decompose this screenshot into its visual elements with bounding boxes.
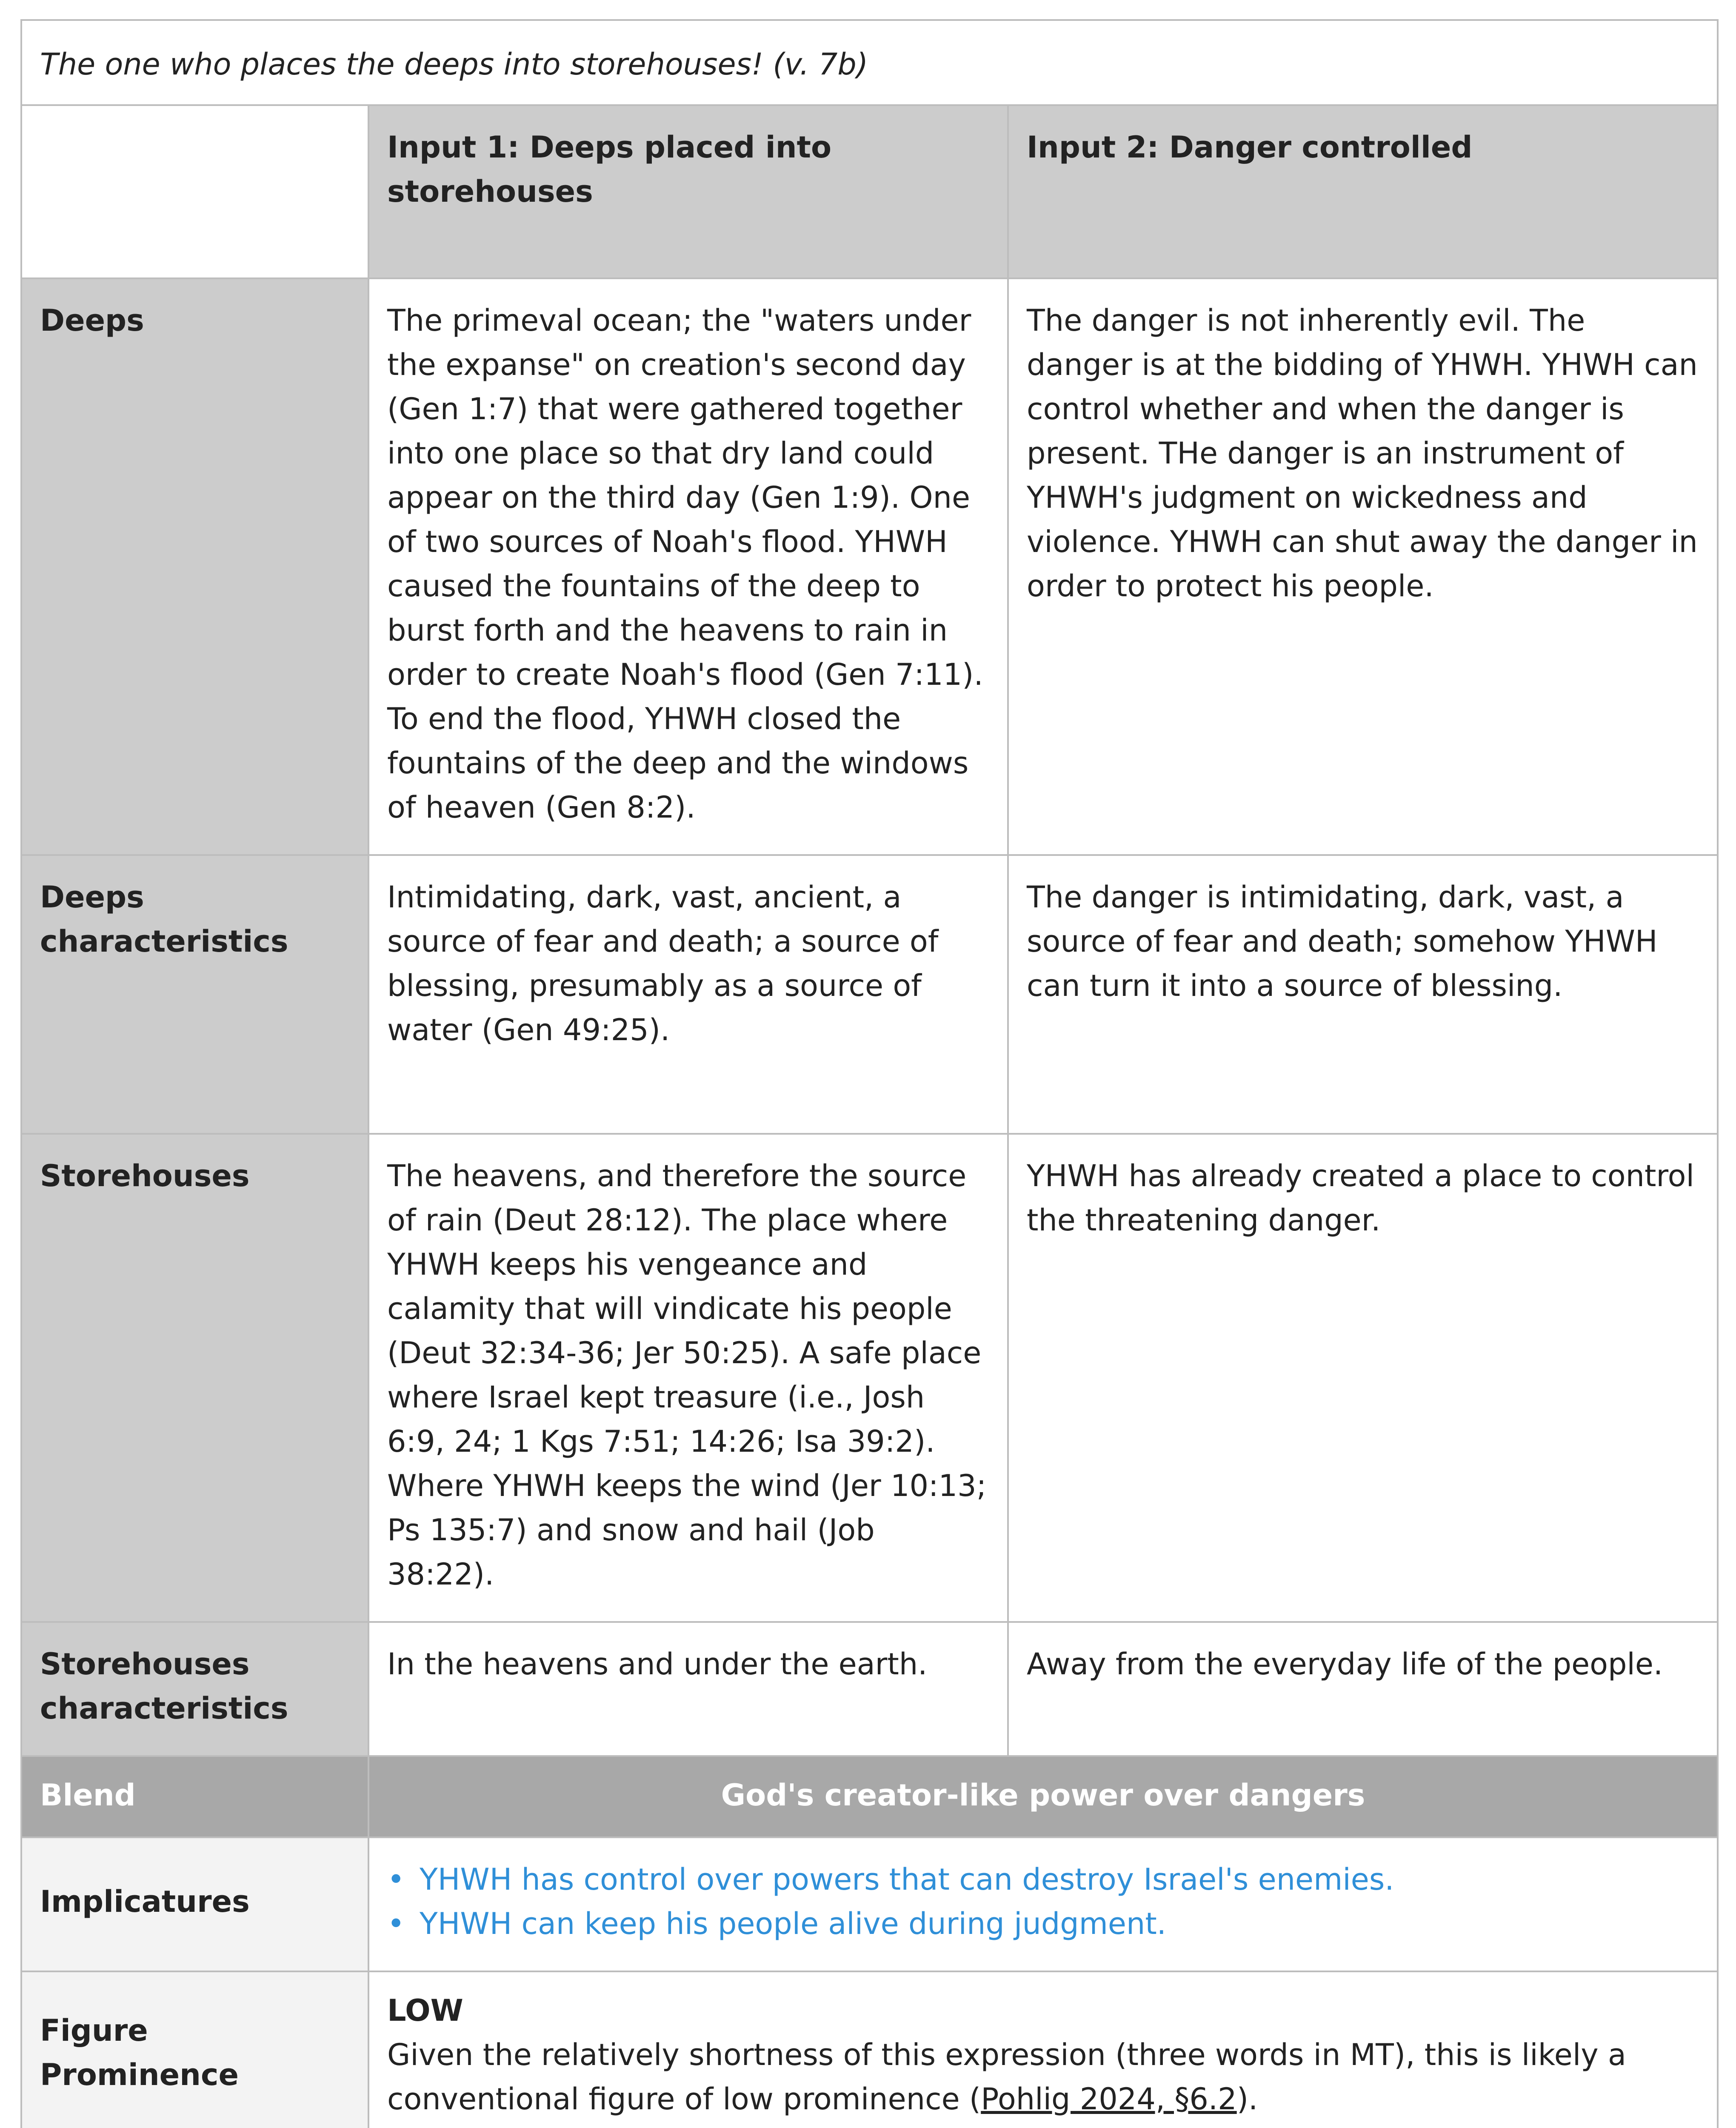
bullet-icon: • xyxy=(387,1906,405,1941)
cell-input-2: The danger is not inherently evil. The danger is at the bidding of YHWH. YHWH can control whether and when the danger is present. THe danger is an instrument of YHWH's judgment on wickedness and violence. YHWH can shut away the danger in order to protect his people. xyxy=(1008,278,1718,855)
prominence-cell xyxy=(368,1971,1718,2128)
prominence-level: LOW xyxy=(387,1993,463,2028)
row-blend xyxy=(21,1756,1718,1837)
prominence-label: Figure Prominence xyxy=(21,1971,368,2128)
pohlig-reference-link[interactable]: Pohlig 2024, §6.2 xyxy=(981,2082,1237,2117)
header-input-1: Input 1: Deeps placed into storehouses xyxy=(368,105,1008,278)
list-item xyxy=(369,1902,1699,1946)
row-figure-prominence xyxy=(21,1971,1718,2128)
table-caption: The one who places the deeps into storehouses! (v. 7b) xyxy=(21,20,1718,105)
header-empty-cell xyxy=(21,105,368,278)
row-storehouses-characteristics xyxy=(21,1622,1718,1756)
blend-value: God's creator-like power over dangers xyxy=(368,1756,1718,1837)
row-label: Storehouses xyxy=(21,1134,368,1622)
row-deeps xyxy=(21,278,1718,855)
prominence-text xyxy=(387,2033,1699,2121)
bullet-icon: • xyxy=(387,1862,405,1897)
list-item xyxy=(369,1857,1699,1902)
row-label: Deeps characteristics xyxy=(21,855,368,1134)
cell-input-1: The heavens, and therefore the source of rain (Deut 28:12). The place where YHWH keeps his vengeance and calamity that will vindicate his people (Deut 32:34-36; Jer 50:25). A safe place where Israel kept treasure (i.e., Josh 6:9, 24; 1 Kgs 7:51; 14:26; Isa 39:2). Where YHWH keeps the wind (Jer 10:13; Ps 135:7) and snow and hail (Job 38:22). xyxy=(368,1134,1008,1622)
figure-analysis-table-container xyxy=(20,19,1717,2128)
cell-input-2: YHWH has already created a place to control the threatening danger. xyxy=(1008,1134,1718,1622)
blend-label: Blend xyxy=(21,1756,368,1837)
caption-row xyxy=(21,20,1718,105)
cell-input-1: The primeval ocean; the "waters under the expanse" on creation's second day (Gen 1:7) that were gathered together into one place so that dry land could appear on the third day (Gen 1:9). One of two sources of Noah's flood. YHWH caused the fountains of the deep to burst forth and the heavens to rain in order to create Noah's flood (Gen 7:11). To end the flood, YHWH closed the fountains of the deep and the windows of heaven (Gen 8:2). xyxy=(368,278,1008,855)
implicatures-cell xyxy=(368,1837,1718,1971)
prominence-text-before: Given the relatively shortness of this expression (three words in MT), this is likely a conventional figure of low prominence ( xyxy=(387,2037,1626,2117)
cell-input-2: The danger is intimidating, dark, vast, a source of fear and death; somehow YHWH can turn it into a source of blessing. xyxy=(1008,855,1718,1134)
row-implicatures xyxy=(21,1837,1718,1971)
implicature-text: YHWH can keep his people alive during judgment. xyxy=(420,1906,1167,1941)
figure-analysis-table xyxy=(20,19,1719,2128)
implicature-text: YHWH has control over powers that can destroy Israel's enemies. xyxy=(420,1862,1394,1897)
row-label: Deeps xyxy=(21,278,368,855)
row-storehouses xyxy=(21,1134,1718,1622)
row-label: Storehouses characteristics xyxy=(21,1622,368,1756)
cell-input-1: In the heavens and under the earth. xyxy=(368,1622,1008,1756)
implicatures-list xyxy=(369,1857,1699,1946)
implicatures-label: Implicatures xyxy=(21,1837,368,1971)
cell-input-1: Intimidating, dark, vast, ancient, a source of fear and death; a source of blessing, presumably as a source of water (Gen 49:25). xyxy=(368,855,1008,1134)
cell-input-2: Away from the everyday life of the people. xyxy=(1008,1622,1718,1756)
prominence-text-after: ). xyxy=(1236,2082,1258,2117)
row-deeps-characteristics xyxy=(21,855,1718,1134)
header-row xyxy=(21,105,1718,278)
header-input-2: Input 2: Danger controlled xyxy=(1008,105,1718,278)
